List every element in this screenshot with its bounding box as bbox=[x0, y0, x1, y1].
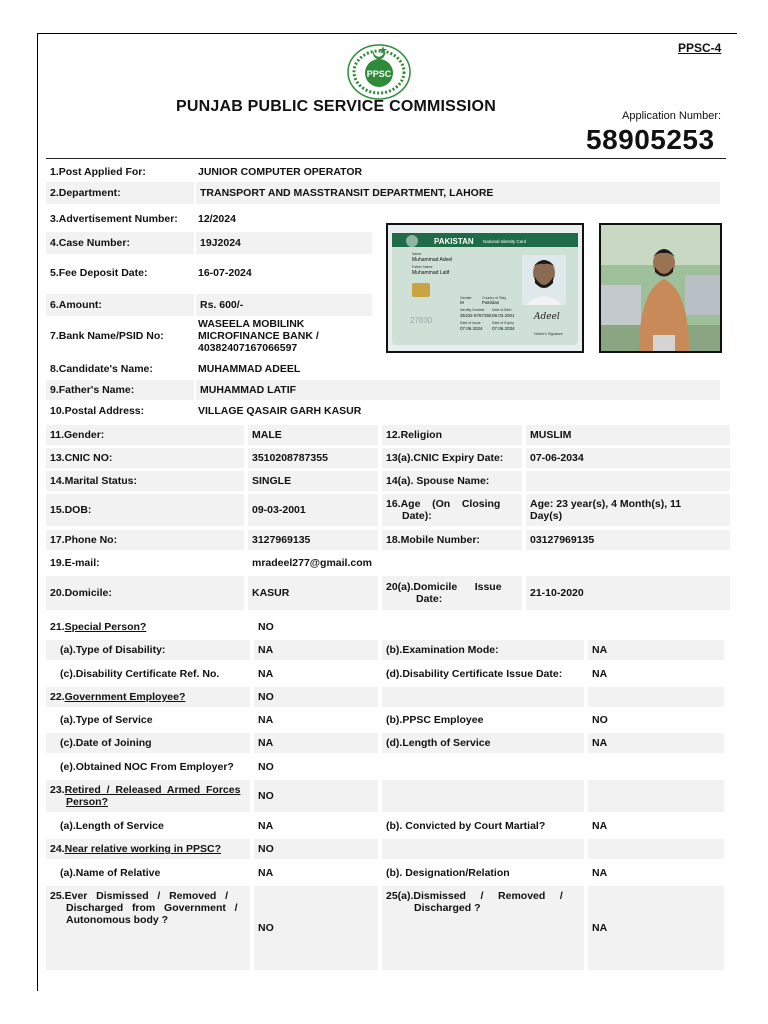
empty-cell bbox=[588, 756, 724, 778]
religion-label: 12.Religion bbox=[382, 425, 522, 445]
email-value: mradeel277@gmail.com bbox=[252, 557, 372, 569]
cnic-expiry-value: 07-06-2034 bbox=[526, 448, 730, 468]
row-dob-age bbox=[46, 494, 718, 526]
row-advertisement bbox=[46, 208, 372, 230]
row-email bbox=[46, 553, 720, 573]
government-employee-value: NO bbox=[254, 687, 378, 707]
amount-value: Rs. 600/- bbox=[196, 294, 372, 316]
disability-cert-label: (c).Disability Certificate Ref. No. bbox=[60, 668, 220, 680]
age-value-line-2: Day(s) bbox=[530, 510, 563, 522]
row-case bbox=[46, 232, 372, 254]
amount-label: 6.Amount: bbox=[46, 294, 194, 316]
row-joining-date bbox=[46, 733, 720, 753]
armed-length-value: NA bbox=[258, 820, 274, 832]
postal-address-label: 10.Postal Address: bbox=[50, 405, 145, 417]
cnic-value: 3510208787355 bbox=[248, 448, 378, 468]
chip-icon bbox=[412, 283, 430, 297]
cnic-name: Muhammad Adeel bbox=[412, 257, 453, 263]
department-value: TRANSPORT AND MASSTRANSIT DEPARTMENT, LAHORE bbox=[196, 182, 720, 204]
row-gender-religion bbox=[46, 425, 718, 445]
noc-label: (e).Obtained NOC From Employer? bbox=[60, 761, 234, 773]
dismissed-a-label-line-1: 25(a).Dismissed / Removed / bbox=[386, 890, 563, 902]
row-near-relative bbox=[46, 839, 720, 859]
post-value: JUNIOR COMPUTER OPERATOR bbox=[198, 166, 363, 178]
bank-value-line-3: 40382407167066597 bbox=[198, 342, 298, 354]
joining-date-value: NA bbox=[254, 733, 378, 753]
row-candidate-name bbox=[46, 359, 720, 379]
disability-issue-label: (d).Disability Certificate Issue Date: bbox=[386, 668, 563, 680]
cnic-father: Muhammad Latif bbox=[412, 270, 450, 276]
empty-cell bbox=[588, 780, 724, 812]
q22-text: Government Employee? bbox=[64, 691, 186, 703]
row-relative-name bbox=[46, 862, 720, 884]
q23-text-1: Retired / Released Armed Forces bbox=[64, 784, 241, 796]
age-label-line-1: 16.Age (On Closing bbox=[386, 498, 501, 510]
q21-number: 21. bbox=[50, 621, 65, 633]
religion-value: MUSLIM bbox=[526, 425, 730, 445]
application-number-label: Application Number: bbox=[622, 110, 722, 122]
court-martial-value: NA bbox=[592, 820, 608, 832]
header-divider bbox=[46, 158, 726, 159]
cnic-dob: 09.03.2001 bbox=[492, 313, 515, 318]
bank-value-line-1: WASEELA MOBILINK bbox=[198, 318, 305, 330]
cnic-issue-label: Date of Issue bbox=[460, 321, 481, 325]
cnic-dob-label: Date of Birth bbox=[492, 308, 512, 312]
row-post bbox=[46, 162, 720, 182]
armed-length-label: (a).Length of Service bbox=[60, 820, 164, 832]
domicile-issue-value: 21-10-2020 bbox=[526, 576, 730, 610]
row-service-type bbox=[46, 710, 720, 730]
candidate-name-label: 8.Candidate's Name: bbox=[50, 363, 153, 375]
org-title: PUNJAB PUBLIC SERVICE COMMISSION bbox=[176, 98, 496, 115]
phone-value: 3127969135 bbox=[248, 530, 378, 550]
row-postal-address bbox=[46, 401, 720, 421]
domicile-label: 20.Domicile: bbox=[46, 576, 244, 610]
gender-label: 11.Gender: bbox=[46, 425, 244, 445]
cnic-issue: 07.06.2024 bbox=[460, 326, 483, 331]
designation-value: NA bbox=[592, 867, 608, 879]
disability-cert-value: NA bbox=[258, 668, 274, 680]
postal-address-value: VILLAGE QASAIR GARH KASUR bbox=[198, 405, 362, 417]
application-number: 58905253 bbox=[586, 124, 715, 155]
row-cnic bbox=[46, 448, 718, 468]
bank-value bbox=[194, 317, 372, 355]
near-relative-label bbox=[46, 839, 250, 859]
near-relative-value: NO bbox=[254, 839, 378, 859]
cnic-gender-label: Gender bbox=[460, 296, 472, 300]
row-domicile bbox=[46, 576, 718, 610]
special-person-label bbox=[46, 617, 250, 637]
empty-cell bbox=[382, 839, 584, 859]
advertisement-value: 12/2024 bbox=[198, 213, 236, 225]
row-noc bbox=[46, 756, 720, 778]
domicile-issue-label bbox=[382, 576, 522, 610]
cnic-card-title: National Identity Card bbox=[483, 239, 527, 244]
row-bank bbox=[46, 317, 372, 355]
logo-text: PPSC bbox=[366, 69, 392, 79]
length-service-value: NA bbox=[588, 733, 724, 753]
q24-number: 24. bbox=[50, 843, 65, 855]
cnic-expiry-label: 13(a).CNIC Expiry Date: bbox=[382, 448, 522, 468]
length-service-label: (d).Length of Service bbox=[382, 733, 584, 753]
row-government-employee bbox=[46, 687, 720, 707]
row-department bbox=[46, 182, 720, 204]
bank-label: 7.Bank Name/PSID No: bbox=[50, 330, 164, 342]
row-marital bbox=[46, 471, 718, 491]
noc-value: NO bbox=[258, 761, 274, 773]
age-value-line-1: Age: 23 year(s), 4 Month(s), 11 bbox=[530, 498, 682, 510]
relative-name-label: (a).Name of Relative bbox=[60, 867, 161, 879]
cnic-id-number: 35102-8787355 bbox=[460, 313, 492, 318]
q24-text: Near relative working in PPSC? bbox=[64, 843, 221, 855]
row-dismissed bbox=[46, 886, 720, 970]
service-type-label: (a).Type of Service bbox=[60, 714, 153, 726]
dismissed-label-line-2: Discharged from Government / bbox=[66, 902, 238, 914]
row-amount bbox=[46, 294, 372, 316]
email-label: 19.E-mail: bbox=[50, 557, 100, 569]
row-armed-forces bbox=[46, 780, 720, 812]
empty-cell bbox=[382, 780, 584, 812]
designation-label: (b). Designation/Relation bbox=[386, 867, 510, 879]
candidate-photo bbox=[599, 223, 722, 353]
cnic-father-label: Father Name bbox=[412, 265, 433, 269]
ppsc-employee-value: NO bbox=[592, 714, 608, 726]
exam-mode-label: (b).Examination Mode: bbox=[382, 640, 584, 660]
cnic-signature: Adeel bbox=[534, 312, 560, 322]
dismissed-label-line-3: Autonomous body ? bbox=[66, 914, 169, 926]
cnic-card-image bbox=[386, 223, 584, 353]
advertisement-label: 3.Advertisement Number: bbox=[50, 213, 178, 225]
spouse-value bbox=[526, 471, 730, 491]
mobile-value: 03127969135 bbox=[526, 530, 730, 550]
dismissed-label-line-1: 25.Ever Dismissed / Removed / bbox=[50, 890, 228, 902]
disability-type-value: NA bbox=[254, 640, 378, 660]
cnic-country-label: Country of Stay bbox=[482, 296, 507, 300]
case-label: 4.Case Number: bbox=[46, 232, 194, 254]
ppsc-logo bbox=[346, 40, 412, 100]
row-armed-length bbox=[46, 815, 720, 837]
dismissed-a-value: NA bbox=[588, 886, 724, 970]
empty-cell bbox=[588, 617, 724, 637]
cnic-country: PAKISTAN bbox=[434, 237, 474, 246]
joining-date-label: (c).Date of Joining bbox=[46, 733, 250, 753]
row-disability-cert bbox=[46, 663, 720, 685]
disability-issue-value: NA bbox=[592, 668, 608, 680]
empty-cell bbox=[588, 687, 724, 707]
dob-label: 15.DOB: bbox=[46, 494, 244, 526]
armed-forces-label bbox=[46, 780, 250, 812]
cnic-serial: 27830 bbox=[410, 316, 433, 325]
q23-number: 23. bbox=[50, 784, 65, 796]
armed-forces-value: NO bbox=[254, 780, 378, 812]
cnic-name-label: Name bbox=[412, 252, 422, 256]
row-father-name bbox=[46, 380, 720, 400]
q22-number: 22. bbox=[50, 691, 65, 703]
empty-cell bbox=[382, 756, 584, 778]
department-label: 2.Department: bbox=[46, 182, 194, 204]
form-code: PPSC-4 bbox=[678, 41, 722, 55]
government-employee-label bbox=[46, 687, 250, 707]
row-special-person bbox=[46, 617, 720, 637]
special-person-value: NO bbox=[258, 621, 274, 633]
age-label bbox=[382, 494, 522, 526]
marital-label: 14.Marital Status: bbox=[46, 471, 244, 491]
dismissed-a-label bbox=[382, 886, 584, 970]
armed-forces-label-line-2: Person? bbox=[66, 796, 109, 808]
age-label-line-2: Date): bbox=[402, 510, 432, 522]
father-name-value: MUHAMMAD LATIF bbox=[196, 380, 720, 400]
dismissed-a-label-line-2: Discharged ? bbox=[414, 902, 481, 914]
disability-type-label: (a).Type of Disability: bbox=[46, 640, 250, 660]
candidate-name-value: MUHAMMAD ADEEL bbox=[198, 363, 301, 375]
cnic-expiry-label: Date of Expiry bbox=[492, 321, 514, 325]
application-form bbox=[37, 33, 737, 991]
empty-cell bbox=[588, 839, 724, 859]
cnic-country-stay: Pakistan bbox=[482, 300, 500, 305]
emblem-icon bbox=[406, 235, 418, 247]
armed-forces-label-line-1 bbox=[50, 784, 246, 796]
domicile-issue-label-line-1: 20(a).Domicile Issue bbox=[386, 581, 502, 593]
court-martial-label: (b). Convicted by Court Martial? bbox=[386, 820, 546, 832]
phone-label: 17.Phone No: bbox=[46, 530, 244, 550]
cnic-gender: M bbox=[460, 300, 464, 305]
age-value bbox=[526, 494, 730, 526]
spouse-label: 14(a). Spouse Name: bbox=[382, 471, 522, 491]
cnic-signature-label: Holder's Signature bbox=[534, 332, 563, 336]
gender-value: MALE bbox=[248, 425, 378, 445]
dob-value: 09-03-2001 bbox=[248, 494, 378, 526]
relative-name-value: NA bbox=[258, 867, 274, 879]
empty-cell bbox=[382, 687, 584, 707]
cnic-label: 13.CNIC NO: bbox=[46, 448, 244, 468]
exam-mode-value: NA bbox=[588, 640, 724, 660]
dismissed-value: NO bbox=[254, 886, 378, 970]
domicile-value: KASUR bbox=[248, 576, 378, 610]
row-disability-type bbox=[46, 640, 720, 660]
case-value: 19J2024 bbox=[196, 232, 372, 254]
row-fee-date bbox=[46, 258, 372, 288]
ppsc-employee-label: (b).PPSC Employee bbox=[386, 714, 484, 726]
dismissed-label bbox=[46, 886, 250, 970]
cnic-id-label: Identity Number bbox=[460, 308, 485, 312]
row-phone bbox=[46, 530, 718, 550]
service-type-value: NA bbox=[258, 714, 274, 726]
bank-value-line-2: MICROFINANCE BANK / bbox=[198, 330, 319, 342]
cnic-expiry: 07.06.2034 bbox=[492, 326, 515, 331]
post-label: 1.Post Applied For: bbox=[50, 166, 146, 178]
empty-cell bbox=[382, 617, 584, 637]
mobile-label: 18.Mobile Number: bbox=[382, 530, 522, 550]
fee-date-value: 16-07-2024 bbox=[198, 267, 252, 279]
marital-value: SINGLE bbox=[248, 471, 378, 491]
father-name-label: 9.Father's Name: bbox=[46, 380, 194, 400]
fee-date-label: 5.Fee Deposit Date: bbox=[50, 267, 148, 279]
domicile-issue-label-line-2: Date: bbox=[416, 593, 443, 605]
q21-text: Special Person? bbox=[64, 621, 147, 633]
